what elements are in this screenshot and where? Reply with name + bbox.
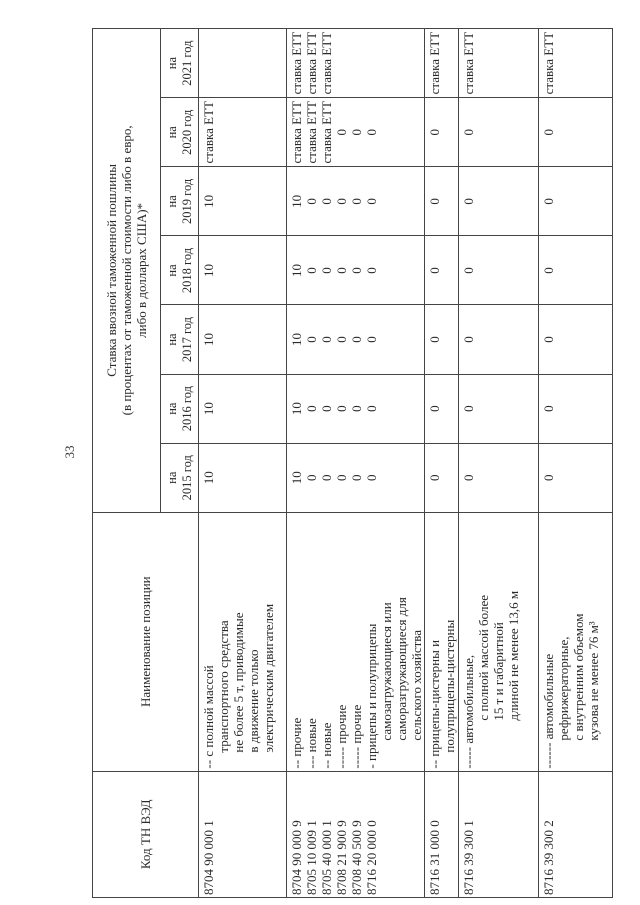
year-header bbox=[161, 305, 199, 374]
rate-cell: 0 bbox=[539, 443, 613, 512]
rate-cell: 0 bbox=[425, 443, 459, 512]
row-name bbox=[425, 512, 459, 771]
row-code bbox=[287, 771, 425, 897]
row-name-line: 15 т и габаритной bbox=[491, 622, 506, 721]
header-rate-line: (в процентах от таможенной стоимости либо в евро, bbox=[119, 125, 134, 416]
year-label: 2015 год bbox=[179, 455, 194, 501]
rate-value: ставка ЕТТ bbox=[304, 101, 319, 164]
year-na: на bbox=[164, 56, 179, 70]
rate-cell: ставка ЕТТ bbox=[459, 29, 539, 98]
rate-value: 0 bbox=[304, 474, 319, 481]
rate-value: 0 bbox=[349, 198, 364, 205]
row-name bbox=[287, 512, 425, 771]
header-rate bbox=[93, 29, 161, 513]
table-row bbox=[539, 29, 613, 898]
rate-cell bbox=[287, 98, 425, 167]
year-header bbox=[161, 443, 199, 512]
row-code: 8704 90 000 1 bbox=[199, 771, 287, 897]
table-row bbox=[287, 29, 425, 898]
rate-value: 0 bbox=[349, 129, 364, 136]
rate-value: 10 bbox=[289, 402, 304, 416]
rate-value: ставка ЕТТ bbox=[289, 31, 304, 95]
row-name-line: транспортного средства bbox=[216, 620, 231, 753]
row-name-line: кузова не менее 76 м³ bbox=[586, 621, 601, 741]
rate-value: 0 bbox=[364, 474, 379, 481]
rate-cell bbox=[287, 29, 425, 98]
rate-value: 0 bbox=[304, 405, 319, 412]
rate-cell: ставка ЕТТ bbox=[199, 98, 287, 167]
rate-cell: 0 bbox=[425, 236, 459, 305]
rate-cell bbox=[287, 374, 425, 443]
year-label: 2018 год bbox=[179, 247, 194, 294]
row-code: 8716 39 300 2 bbox=[539, 771, 613, 897]
rate-value: ставка ЕТТ bbox=[319, 101, 334, 164]
rate-cell: 10 bbox=[199, 236, 287, 305]
row-name-line: ----- автомобильные, bbox=[461, 654, 476, 769]
rate-value: 0 bbox=[334, 405, 349, 412]
row-name-line: сельского хозяйства bbox=[409, 629, 424, 741]
year-label: 2016 год bbox=[179, 386, 194, 432]
table-row bbox=[199, 29, 287, 898]
rate-value: ставка ЕТТ bbox=[304, 31, 319, 95]
rate-value: 0 bbox=[364, 129, 379, 136]
rate-value: 0 bbox=[304, 336, 319, 343]
rate-value: 0 bbox=[304, 198, 319, 205]
year-header bbox=[161, 98, 199, 167]
year-label: 2020 год bbox=[179, 109, 194, 155]
rate-cell: 0 bbox=[539, 236, 613, 305]
year-header bbox=[161, 167, 199, 236]
row-name-line: саморазгружающиеся для bbox=[394, 597, 409, 741]
rate-cell: 0 bbox=[459, 374, 539, 443]
rate-value: 10 bbox=[289, 333, 304, 347]
row-name bbox=[199, 512, 287, 771]
rate-cell: 10 bbox=[199, 305, 287, 374]
row-code: 8716 31 000 0 bbox=[425, 771, 459, 897]
row-code-line: 8705 10 009 1 bbox=[304, 820, 319, 895]
rate-cell: 0 bbox=[425, 374, 459, 443]
year-label: 2019 год bbox=[179, 178, 194, 224]
table-row bbox=[425, 29, 459, 898]
rate-value: 0 bbox=[349, 405, 364, 412]
row-name-line: -- прочие bbox=[289, 717, 304, 769]
row-code: 8716 39 300 1 bbox=[459, 771, 539, 897]
rate-value: 0 bbox=[304, 267, 319, 274]
row-name-line: - прицепы и полуприцепы bbox=[364, 623, 379, 769]
rate-cell: 10 bbox=[199, 374, 287, 443]
year-na: на bbox=[164, 264, 179, 277]
row-code-line: 8705 40 000 1 bbox=[319, 820, 334, 895]
row-name-line: --- новые bbox=[304, 718, 319, 769]
row-code-line: 8716 20 000 0 bbox=[364, 820, 379, 895]
rate-cell bbox=[287, 236, 425, 305]
rate-value: ставка ЕТТ bbox=[319, 31, 334, 95]
row-code-line: 8708 40 500 9 bbox=[349, 820, 364, 895]
year-na: на bbox=[164, 471, 179, 484]
rate-value: 10 bbox=[289, 263, 304, 277]
row-name-line: -- прицепы-цистерны и bbox=[427, 639, 442, 769]
year-na: на bbox=[164, 333, 179, 346]
year-label: 2021 год bbox=[179, 40, 194, 86]
year-na: на bbox=[164, 126, 179, 139]
row-code-line: 8704 90 000 9 bbox=[289, 820, 304, 895]
row-name bbox=[459, 512, 539, 771]
rate-cell: 0 bbox=[539, 305, 613, 374]
year-na: на bbox=[164, 195, 179, 208]
rotated-page bbox=[92, 28, 601, 898]
rate-value: 0 bbox=[334, 267, 349, 274]
rate-cell: 10 bbox=[199, 443, 287, 512]
rate-cell: 0 bbox=[539, 374, 613, 443]
header-code: Код ТН ВЭД bbox=[93, 771, 199, 897]
rate-cell: 0 bbox=[425, 167, 459, 236]
rate-cell: 0 bbox=[459, 443, 539, 512]
rate-cell bbox=[199, 29, 287, 98]
rate-value: 0 bbox=[334, 336, 349, 343]
header-name: Наименование позиции bbox=[93, 512, 199, 771]
row-name-line: -- с полной массой bbox=[201, 665, 216, 769]
rate-cell: 0 bbox=[425, 305, 459, 374]
row-name-line: ----- прочие bbox=[334, 704, 349, 769]
row-code-line: 8708 21 900 9 bbox=[334, 820, 349, 895]
row-name-line: ------ автомобильные bbox=[541, 653, 556, 769]
rate-cell: 0 bbox=[459, 98, 539, 167]
rate-cell: 0 bbox=[459, 167, 539, 236]
rate-value: 0 bbox=[319, 474, 334, 481]
row-name-line: с внутренним объемом bbox=[571, 613, 586, 741]
rate-value: 0 bbox=[364, 198, 379, 205]
rate-value: 0 bbox=[364, 405, 379, 412]
rate-value: 0 bbox=[334, 474, 349, 481]
row-name-line: с полной массой более bbox=[476, 594, 491, 721]
rate-cell: 10 bbox=[199, 167, 287, 236]
header-rate-line: Ставка ввозной таможенной пошлины bbox=[104, 164, 119, 377]
row-name-line: длиной не менее 13,6 м bbox=[506, 590, 521, 721]
rate-cell: ставка ЕТТ bbox=[539, 29, 613, 98]
tariff-table bbox=[92, 28, 613, 898]
page-number: 33 bbox=[62, 445, 77, 459]
rate-value: 0 bbox=[319, 267, 334, 274]
row-name bbox=[539, 512, 613, 771]
rate-cell bbox=[287, 443, 425, 512]
year-header bbox=[161, 374, 199, 443]
rate-value: 0 bbox=[334, 129, 349, 136]
rate-cell bbox=[287, 305, 425, 374]
year-na: на bbox=[164, 402, 179, 415]
row-name-line: полуприцепы-цистерны bbox=[442, 619, 457, 753]
rate-cell bbox=[287, 167, 425, 236]
rate-value: 0 bbox=[349, 267, 364, 274]
rate-cell: 0 bbox=[459, 305, 539, 374]
rate-value: 0 bbox=[319, 336, 334, 343]
rate-cell: ставка ЕТТ bbox=[425, 29, 459, 98]
row-name-line: рефрижераторные, bbox=[556, 636, 571, 741]
rate-value: 10 bbox=[289, 194, 304, 208]
rate-value: 0 bbox=[349, 336, 364, 343]
rate-value: 0 bbox=[334, 198, 349, 205]
row-name-line: -- новые bbox=[319, 722, 334, 769]
rate-value: 0 bbox=[319, 198, 334, 205]
rate-value: 0 bbox=[364, 267, 379, 274]
rate-cell: 0 bbox=[425, 98, 459, 167]
rate-value: 0 bbox=[349, 474, 364, 481]
rate-cell: 0 bbox=[539, 167, 613, 236]
row-name-line: электрическим двигателем bbox=[261, 603, 276, 753]
year-header bbox=[161, 29, 199, 98]
rate-cell: 0 bbox=[539, 98, 613, 167]
table-row bbox=[459, 29, 539, 898]
rate-cell: 0 bbox=[459, 236, 539, 305]
header-rate-line: либо в долларах США)* bbox=[134, 202, 149, 338]
rate-value: 0 bbox=[319, 405, 334, 412]
rate-value: ставка ЕТТ bbox=[289, 101, 304, 164]
row-name-line: в движение только bbox=[246, 649, 261, 753]
row-name-line: самозагружающиеся или bbox=[379, 602, 394, 741]
year-header bbox=[161, 236, 199, 305]
rate-value: 0 bbox=[364, 336, 379, 343]
row-name-line: ----- прочие bbox=[349, 704, 364, 769]
row-name-line: не более 5 т, приводимые bbox=[231, 612, 246, 753]
year-label: 2017 год bbox=[179, 316, 194, 363]
rate-value: 10 bbox=[289, 471, 304, 485]
